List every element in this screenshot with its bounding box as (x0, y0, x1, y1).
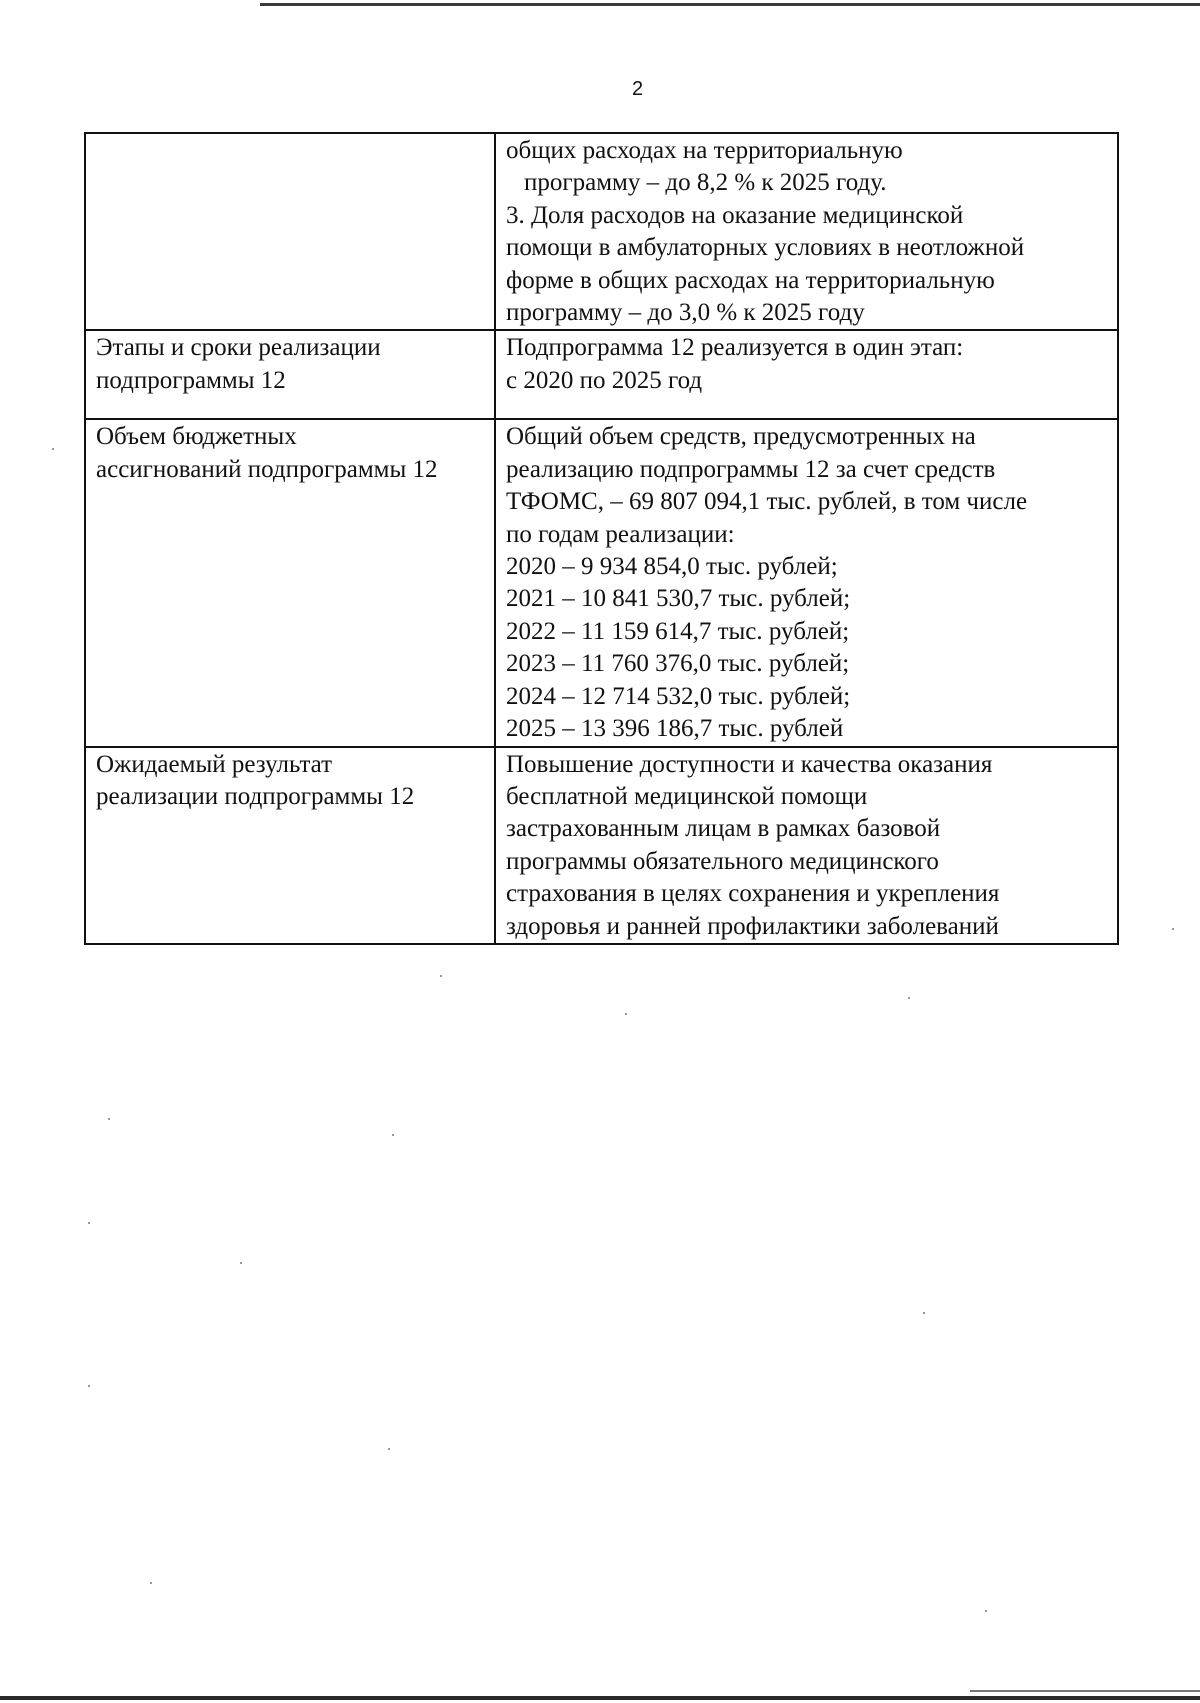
value-line: бесплатной медицинской помощи (506, 782, 868, 810)
row-value-cell (495, 133, 1118, 330)
scan-speck (52, 448, 54, 450)
value-line: здоровья и ранней профилактики заболеваний (506, 912, 999, 940)
label-line: реализации подпрограммы 12 (96, 782, 415, 810)
scan-speck (923, 1312, 925, 1314)
scan-speck (440, 975, 442, 977)
value-line: реализацию подпрограммы 12 за счет средств (506, 455, 996, 483)
scan-speck (625, 1013, 627, 1015)
scan-bottom-edge (0, 1696, 1200, 1700)
table-row (85, 747, 1118, 944)
scan-speck (392, 1134, 394, 1136)
value-line: форме в общих расходах на территориальную (506, 266, 995, 294)
label-line: Объем бюджетных (96, 423, 297, 451)
row-value-cell (495, 747, 1118, 944)
value-line: 2024 – 12 714 532,0 тыс. рублей; (506, 682, 851, 710)
value-line: программу – до 3,0 % к 2025 году (506, 299, 865, 327)
value-line: Повышение доступности и качества оказания (506, 750, 993, 778)
value-line: с 2020 по 2025 год (506, 366, 703, 394)
scan-top-edge (260, 3, 1200, 6)
value-line: программы обязательного медицинского (506, 847, 939, 875)
row-label-cell (85, 419, 495, 746)
subprogram-passport-table (84, 132, 1119, 945)
value-line: 2023 – 11 760 376,0 тыс. рублей; (506, 650, 850, 678)
value-line: страхования в целях сохранения и укрепления (506, 880, 1000, 908)
value-line: 2020 – 9 934 854,0 тыс. рублей; (506, 553, 838, 581)
row-value-cell (495, 330, 1118, 419)
table-row (85, 330, 1118, 419)
value-line: 2025 – 13 396 186,7 тыс. рублей (506, 715, 844, 743)
scan-speck (1172, 928, 1174, 930)
page-number: 2 (631, 78, 644, 100)
scan-speck (88, 1222, 90, 1224)
value-line: помощи в амбулаторных условиях в неотложной (506, 234, 1025, 262)
scan-bottom-shadow (970, 1690, 1200, 1692)
row-label-cell (85, 747, 495, 944)
value-line: 2021 – 10 841 530,7 тыс. рублей; (506, 585, 851, 613)
label-line: Ожидаемый результат (96, 750, 333, 778)
value-line: 2022 – 11 159 614,7 тыс. рублей; (506, 617, 850, 645)
scan-speck (150, 1582, 152, 1584)
row-value-cell (495, 419, 1118, 746)
scan-speck (985, 1610, 987, 1612)
value-line: общих расходах на территориальную (506, 137, 903, 164)
label-line: Этапы и сроки реализации (96, 334, 381, 362)
value-line: Подпрограмма 12 реализуется в один этап: (506, 334, 964, 362)
label-line: подпрограммы 12 (96, 366, 286, 394)
value-line: по годам реализации: (506, 520, 735, 548)
scan-speck (88, 1385, 90, 1387)
value-line: программу – до 8,2 % к 2025 году. (524, 169, 887, 197)
value-line: ТФОМС, – 69 807 094,1 тыс. рублей, в том числе (506, 488, 1028, 516)
scan-speck (240, 1262, 242, 1264)
scan-speck (908, 997, 910, 999)
table-row (85, 133, 1118, 330)
scan-speck (388, 1448, 390, 1450)
row-label-cell (85, 330, 495, 419)
value-line: 3. Доля расходов на оказание медицинской (506, 201, 964, 229)
scan-speck (108, 1118, 110, 1120)
table-row (85, 419, 1118, 746)
label-line: ассигнований подпрограммы 12 (96, 455, 438, 483)
row-label-cell (85, 133, 495, 330)
value-line: застрахованным лицам в рамках базовой (506, 815, 941, 843)
value-line: Общий объем средств, предусмотренных на (506, 423, 976, 451)
